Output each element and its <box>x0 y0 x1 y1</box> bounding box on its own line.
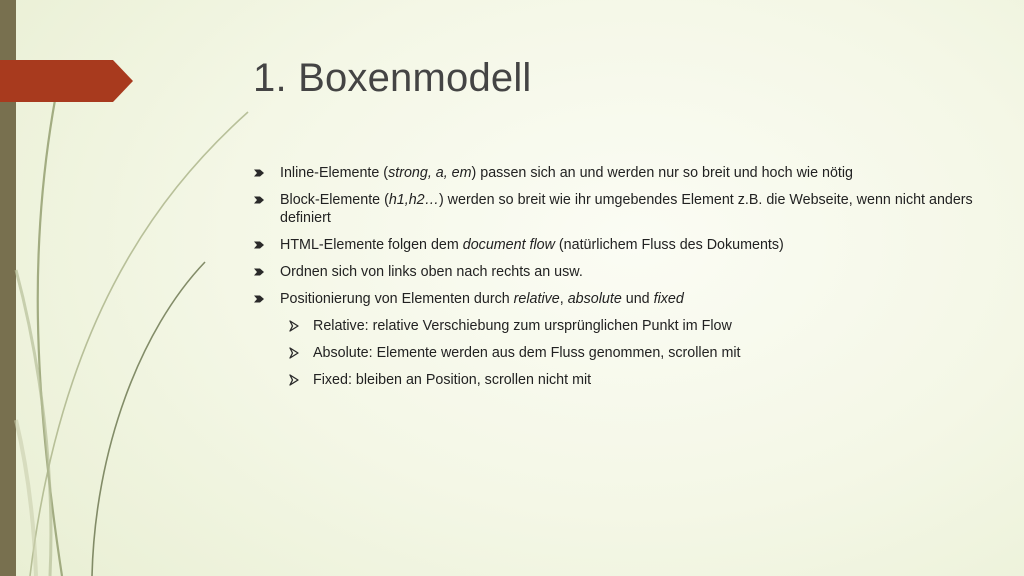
bullet-text-italic: relative <box>513 291 560 307</box>
bullet-text-run: HTML-Elemente folgen dem <box>280 237 463 253</box>
bullet-text-italic: document flow <box>462 237 555 253</box>
bullet-text-italic: strong, a, em <box>388 165 472 181</box>
filled-pointer-arrow-icon <box>253 239 265 251</box>
sub-bullet-item <box>253 317 973 335</box>
outline-arrowhead-icon <box>288 374 300 386</box>
bullet-list <box>253 164 973 398</box>
filled-pointer-arrow-icon <box>253 293 265 305</box>
bullet-text-run: (natürlichem Fluss des Dokuments) <box>554 237 784 253</box>
outline-arrowhead-icon <box>288 320 300 332</box>
bullet-text-run: Relative: relative Verschiebung zum ursprünglichen Punkt im Flow <box>313 318 732 334</box>
bullet-text-italic: absolute <box>567 291 622 307</box>
slide-title: 1. Boxenmodell <box>253 56 532 100</box>
bullet-text <box>280 192 973 226</box>
bullet-item <box>253 236 973 254</box>
bullet-text-run: Absolute: Elemente werden aus dem Fluss genommen, scrollen mit <box>313 345 741 361</box>
bullet-text <box>280 165 853 181</box>
bullet-text-run: Block-Elemente ( <box>280 192 389 208</box>
bullet-text-run: und <box>621 291 654 307</box>
bullet-text <box>280 237 784 253</box>
outline-arrowhead-icon <box>288 347 300 359</box>
bullet-text-run: ) passen sich an und werden nur so breit und hoch wie nötig <box>471 165 854 181</box>
sub-bullet-item <box>253 371 973 389</box>
bullet-text <box>280 264 583 280</box>
bullet-text-italic: fixed <box>653 291 684 307</box>
filled-pointer-arrow-icon <box>253 167 265 179</box>
filled-pointer-arrow-icon <box>253 266 265 278</box>
bullet-text-run: Ordnen sich von links oben nach rechts an usw. <box>280 264 583 280</box>
bullet-text-run: , <box>559 291 568 307</box>
bullet-item <box>253 263 973 281</box>
bullet-text-run: ) werden so breit wie ihr umgebendes Element z.B. die Webseite, wenn nicht anders definiert <box>280 192 973 226</box>
bullet-text <box>313 345 741 361</box>
filled-pointer-arrow-icon <box>253 194 265 206</box>
title-accent-arrow-shape <box>0 0 140 110</box>
bullet-text <box>313 372 591 388</box>
bullet-text-italic: h1,h2… <box>388 192 439 208</box>
sub-bullet-item <box>253 344 973 362</box>
bullet-text-run: Fixed: bleiben an Position, scrollen nicht mit <box>313 372 592 388</box>
bullet-text-run: Positionierung von Elementen durch <box>280 291 514 307</box>
bullet-text <box>313 318 732 334</box>
bullet-item <box>253 290 973 308</box>
bullet-item <box>253 164 973 182</box>
bullet-text <box>280 291 684 307</box>
bullet-text-run: Inline-Elemente ( <box>280 165 389 181</box>
bullet-item <box>253 191 973 227</box>
